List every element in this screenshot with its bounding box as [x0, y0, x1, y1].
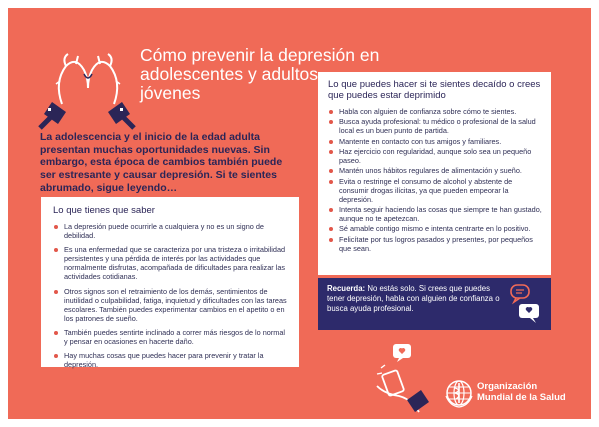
bullet-icon: [54, 331, 58, 335]
list-item: Intenta seguir haciendo las cosas que siempre te han gustado, aunque no te apetezcan.: [328, 205, 543, 223]
card-what-to-know-heading: Lo que tienes que saber: [53, 205, 155, 216]
list-item: Sé amable contigo mismo e intenta centrarte en lo positivo.: [328, 224, 543, 233]
coral-panel: [8, 8, 591, 419]
list-item: Mantente en contacto con tus amigos y familiares.: [328, 137, 543, 146]
bullet-icon: [54, 290, 58, 294]
page-title: Cómo prevenir la depresión en adolescentes y adultos jóvenes: [140, 45, 380, 103]
bullet-icon: [329, 110, 333, 114]
what-to-know-list: [53, 222, 289, 369]
who-emblem-logo: [444, 378, 474, 408]
remember-text: No estás solo. Si crees que puedes tener depresión, habla con alguien de confianza o busca ayuda profesional.: [327, 284, 500, 313]
list-item: También puedes sentirte inclinado a correr más riesgos de lo normal y pensar en ocasiones en hacerte daño.: [53, 328, 289, 346]
list-item: Otros signos son el retraimiento de los demás, sentimientos de inutilidad o culpabilidad, fatiga, inquietud y dificultades con las tareas escolares. También puedes experimentar cambios en el apetito o en los patrones de sueño.: [53, 287, 289, 323]
bullet-icon: [54, 248, 58, 252]
hand-with-phone-illustration: [363, 342, 433, 414]
list-item: Es una enfermedad que se caracteriza por una tristeza o irritabilidad persistentes y una pérdida de interés por las actividades que normalmente disfrutas, acompañada de dificultades para realizar las actividades cotidianas.: [53, 245, 289, 281]
list-item: Evita o restringe el consumo de alcohol y abstente de consumir drogas ilícitas, ya que pueden empeorar la depresión.: [328, 177, 543, 204]
list-item: Felicítate por tus logros pasados y presentes, por pequeños que sean.: [328, 235, 543, 253]
who-name: Organización Mundial de la Salud: [477, 381, 566, 403]
list-item: Mantén unos hábitos regulares de alimentación y sueño.: [328, 166, 543, 175]
bullet-icon: [329, 150, 333, 154]
list-item: Haz ejercicio con regularidad, aunque solo sea un pequeño paseo.: [328, 147, 543, 165]
bullet-icon: [54, 225, 58, 229]
card-what-you-can-do: [318, 72, 551, 275]
bullet-icon: [329, 238, 333, 242]
bullet-icon: [329, 169, 333, 173]
intro-text: La adolescencia y el inicio de la edad adulta presentan muchas oportunidades nuevas. Sin embargo, esta época de cambios también puede ser estresante y causar depresión. Si te sientes abrumado, sigue leyendo…: [40, 131, 283, 194]
list-item: Busca ayuda profesional: tu médico o profesional de la salud local es un buen punto de partida.: [328, 117, 543, 135]
list-item: Habla con alguien de confianza sobre cómo te sientes.: [328, 107, 543, 116]
heart-hands-illustration: [32, 44, 142, 130]
bullet-icon: [54, 354, 58, 358]
bullet-icon: [329, 180, 333, 184]
card-what-you-can-do-heading: Lo que puedes hacer si te sientes decaído o crees que puedes estar deprimido: [328, 79, 541, 101]
remember-label: Recuerda:: [327, 284, 366, 293]
list-item: La depresión puede ocurrirle a cualquiera y no es un signo de debilidad.: [53, 222, 289, 240]
bullet-icon: [329, 227, 333, 231]
bullet-icon: [329, 208, 333, 212]
remember-callout: [318, 278, 551, 330]
what-you-can-do-list: [328, 107, 543, 253]
chat-bubbles-icon: [505, 283, 543, 325]
bullet-icon: [329, 120, 333, 124]
list-item: Hay muchas cosas que puedes hacer para prevenir y tratar la depresión.: [53, 351, 289, 369]
bullet-icon: [329, 140, 333, 144]
card-what-to-know: [41, 197, 299, 370]
